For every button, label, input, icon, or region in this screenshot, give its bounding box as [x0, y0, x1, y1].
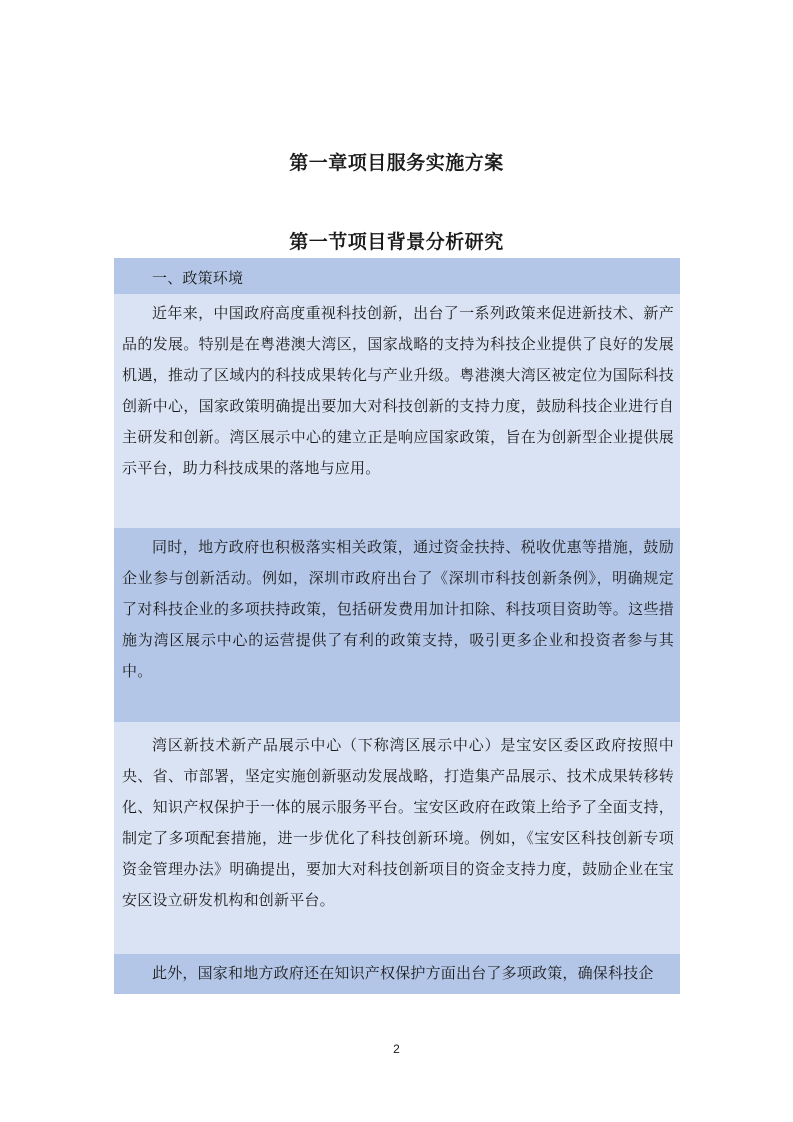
- paragraph: 近年来，中国政府高度重视科技创新，出台了一系列政策来促进新技术、新产品的发展。特别是在粤港澳大湾区，国家战略的支持为科技企业提供了良好的发展机遇，推动了区域内的科技成果转化与产业升级。粤港澳大湾区被定位为国际科技创新中心，国家政策明确提出要加大对科技创新的支持力度，鼓励科技企业进行自主研发和创新。湾区展示中心的建立正是响应国家政策，旨在为创新型企业提供展示平台，助力科技成果的落地与应用。: [114, 294, 680, 528]
- paragraph: 湾区新技术新产品展示中心（下称湾区展示中心）是宝安区委区政府按照中央、省、市部署，坚定实施创新驱动发展战略，打造集产品展示、技术成果转移转化、知识产权保护于一体的展示服务平台。宝安区政府在政策上给予了全面支持，制定了多项配套措施，进一步优化了科技创新环境。例如，《宝安区科技创新专项资金管理办法》明确提出，要加大对科技创新项目的资金支持力度，鼓励企业在宝安区设立研发机构和创新平台。: [114, 722, 680, 954]
- subsection-heading: 一、政策环境: [114, 258, 680, 294]
- paragraph: 同时，地方政府也积极落实相关政策，通过资金扶持、税收优惠等措施，鼓励企业参与创新活动。例如，深圳市政府出台了《深圳市科技创新条例》，明确规定了对科技企业的多项扶持政策，包括研发费用加计扣除、科技项目资助等。这些措施为湾区展示中心的运营提供了有利的政策支持，吸引更多企业和投资者参与其中。: [114, 528, 680, 722]
- document-body: [114, 258, 680, 994]
- paragraph: 此外，国家和地方政府还在知识产权保护方面出台了多项政策，确保科技企: [114, 954, 680, 994]
- chapter-title: 第一章项目服务实施方案: [289, 152, 504, 174]
- section-title: 第一节项目背景分析研究: [289, 231, 504, 253]
- page-number: 2: [393, 1042, 400, 1056]
